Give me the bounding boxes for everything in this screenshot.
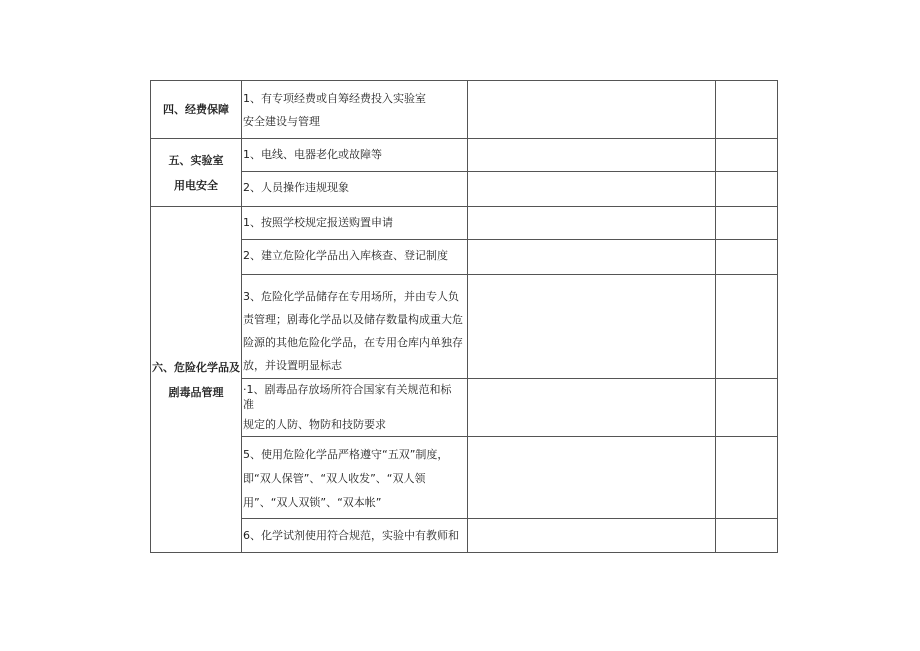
item-text: 准 bbox=[243, 398, 254, 411]
table-row bbox=[151, 275, 778, 379]
item-text: 规定的人防、物防和技防要求 bbox=[243, 418, 386, 431]
check-result-cell[interactable] bbox=[468, 139, 716, 172]
item-cell bbox=[242, 207, 468, 240]
item-text: 安全建设与管理 bbox=[243, 115, 320, 128]
remarks-cell[interactable] bbox=[716, 172, 778, 207]
item-cell bbox=[242, 437, 468, 519]
remarks-cell[interactable] bbox=[716, 379, 778, 437]
section-title-line: 剧毒品管理 bbox=[168, 385, 224, 399]
table-row bbox=[151, 172, 778, 207]
table-row bbox=[151, 379, 778, 437]
check-result-cell[interactable] bbox=[468, 379, 716, 437]
item-text: 6、化学试剂使用符合规范，实验中有教师和 bbox=[243, 529, 459, 542]
item-cell bbox=[242, 81, 468, 139]
item-cell bbox=[242, 379, 468, 437]
remarks-cell[interactable] bbox=[716, 275, 778, 379]
item-text: 3、危险化学品储存在专用场所，并由专人负 bbox=[243, 290, 459, 303]
item-text: 即“双人保管”、“双人收发”、“双人领 bbox=[243, 472, 426, 485]
remarks-cell[interactable] bbox=[716, 81, 778, 139]
item-text: 用”、“双人双锁”、“双本帐” bbox=[243, 496, 382, 509]
section-title-line: 四、经费保障 bbox=[163, 103, 229, 116]
check-result-cell[interactable] bbox=[468, 172, 716, 207]
item-text: 1、按照学校规定报送购置申请 bbox=[243, 216, 393, 229]
item-cell bbox=[242, 240, 468, 275]
item-text: 险源的其他危险化学品，在专用仓库内单独存 bbox=[243, 336, 463, 349]
table-row bbox=[151, 139, 778, 172]
remarks-cell[interactable] bbox=[716, 240, 778, 275]
table-row bbox=[151, 207, 778, 240]
check-result-cell[interactable] bbox=[468, 207, 716, 240]
table-row bbox=[151, 240, 778, 275]
item-text: ·1、剧毒品存放场所符合国家有关规范和标 bbox=[243, 383, 452, 396]
item-text: 责管理；剧毒化学品以及储存数量构成重大危 bbox=[243, 313, 463, 326]
safety-checklist-table bbox=[150, 80, 778, 553]
remarks-cell[interactable] bbox=[716, 519, 778, 553]
item-text: 1、电线、电器老化或故障等 bbox=[243, 148, 382, 161]
section-title-hazardous-chemicals bbox=[151, 207, 242, 553]
check-result-cell[interactable] bbox=[468, 240, 716, 275]
section-title-funding bbox=[151, 81, 242, 139]
table-row bbox=[151, 81, 778, 139]
item-text: 放，并设置明显标志 bbox=[243, 359, 342, 372]
item-text: 5、使用危险化学品严格遵守“五双”制度， bbox=[243, 448, 449, 461]
section-title-line: 六、危险化学品及 bbox=[152, 360, 240, 374]
item-cell bbox=[242, 172, 468, 207]
remarks-cell[interactable] bbox=[716, 139, 778, 172]
check-result-cell[interactable] bbox=[468, 275, 716, 379]
check-result-cell[interactable] bbox=[468, 519, 716, 553]
section-title-line: 用电安全 bbox=[174, 178, 218, 192]
remarks-cell[interactable] bbox=[716, 437, 778, 519]
table-row bbox=[151, 519, 778, 553]
item-text: 1、有专项经费或自筹经费投入实验室 bbox=[243, 92, 426, 105]
remarks-cell[interactable] bbox=[716, 207, 778, 240]
check-result-cell[interactable] bbox=[468, 81, 716, 139]
item-text: 2、建立危险化学品出入库核查、登记制度 bbox=[243, 249, 448, 262]
item-text: 2、人员操作违规现象 bbox=[243, 181, 349, 194]
item-cell bbox=[242, 519, 468, 553]
section-title-line: 五、实验室 bbox=[168, 153, 224, 167]
item-cell bbox=[242, 275, 468, 379]
table-row bbox=[151, 437, 778, 519]
section-title-electrical bbox=[151, 139, 242, 207]
check-result-cell[interactable] bbox=[468, 437, 716, 519]
item-cell bbox=[242, 139, 468, 172]
